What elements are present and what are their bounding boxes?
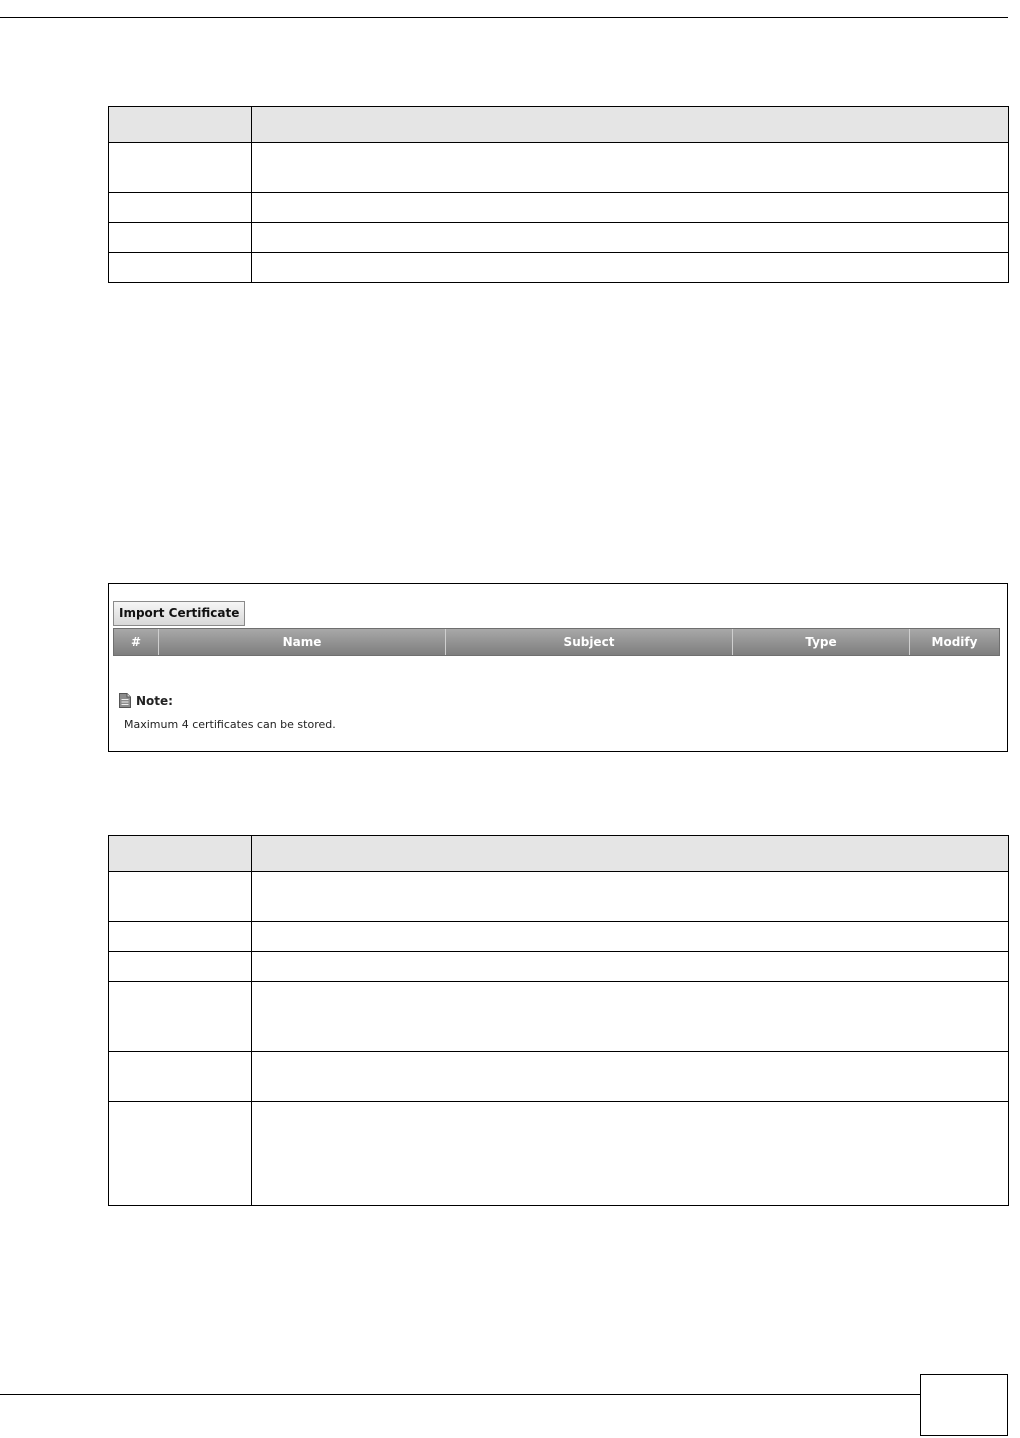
- label-cell: [109, 982, 252, 1052]
- certificates-table-header: [113, 628, 1000, 656]
- label-header: [109, 107, 252, 143]
- certificates-screen: [108, 583, 1008, 752]
- description-header: [252, 836, 1009, 872]
- column-number: #: [114, 629, 159, 655]
- note-text: Maximum 4 certificates can be stored.: [124, 718, 336, 731]
- label-cell: [109, 952, 252, 982]
- label-cell: [109, 143, 252, 193]
- table-row: [109, 922, 1009, 952]
- table-row: [109, 982, 1009, 1052]
- footer-rule: [0, 1394, 920, 1395]
- description-header: [252, 107, 1009, 143]
- table-header-row: [109, 836, 1009, 872]
- page-number-box: [920, 1374, 1008, 1436]
- description-cell: [252, 872, 1009, 922]
- note-heading: [119, 693, 173, 708]
- note-label: Note:: [136, 693, 173, 708]
- description-cell: [252, 982, 1009, 1052]
- description-cell: [252, 922, 1009, 952]
- description-cell: [252, 952, 1009, 982]
- label-cell: [109, 193, 252, 223]
- description-table-2: [108, 835, 1009, 1206]
- table-row: [109, 952, 1009, 982]
- table-row: [109, 1102, 1009, 1206]
- column-type: Type: [733, 629, 910, 655]
- label-cell: [109, 922, 252, 952]
- label-cell: [109, 223, 252, 253]
- column-subject: Subject: [446, 629, 733, 655]
- column-name: Name: [159, 629, 446, 655]
- note-icon: [119, 693, 131, 708]
- description-cell: [252, 253, 1009, 283]
- header-rule: [0, 17, 1008, 18]
- description-cell: [252, 223, 1009, 253]
- label-cell: [109, 872, 252, 922]
- label-header: [109, 836, 252, 872]
- table-row: [109, 223, 1009, 253]
- description-table-1: [108, 106, 1009, 283]
- label-cell: [109, 1052, 252, 1102]
- description-cell: [252, 1102, 1009, 1206]
- label-cell: [109, 253, 252, 283]
- table-row: [109, 1052, 1009, 1102]
- description-cell: [252, 1052, 1009, 1102]
- label-cell: [109, 1102, 252, 1206]
- table-row: [109, 253, 1009, 283]
- import-certificate-button[interactable]: Import Certificate: [113, 601, 245, 626]
- table-header-row: [109, 107, 1009, 143]
- table-row: [109, 193, 1009, 223]
- table-row: [109, 872, 1009, 922]
- description-cell: [252, 143, 1009, 193]
- column-modify: Modify: [931, 635, 978, 649]
- description-cell: [252, 193, 1009, 223]
- table-row: [109, 143, 1009, 193]
